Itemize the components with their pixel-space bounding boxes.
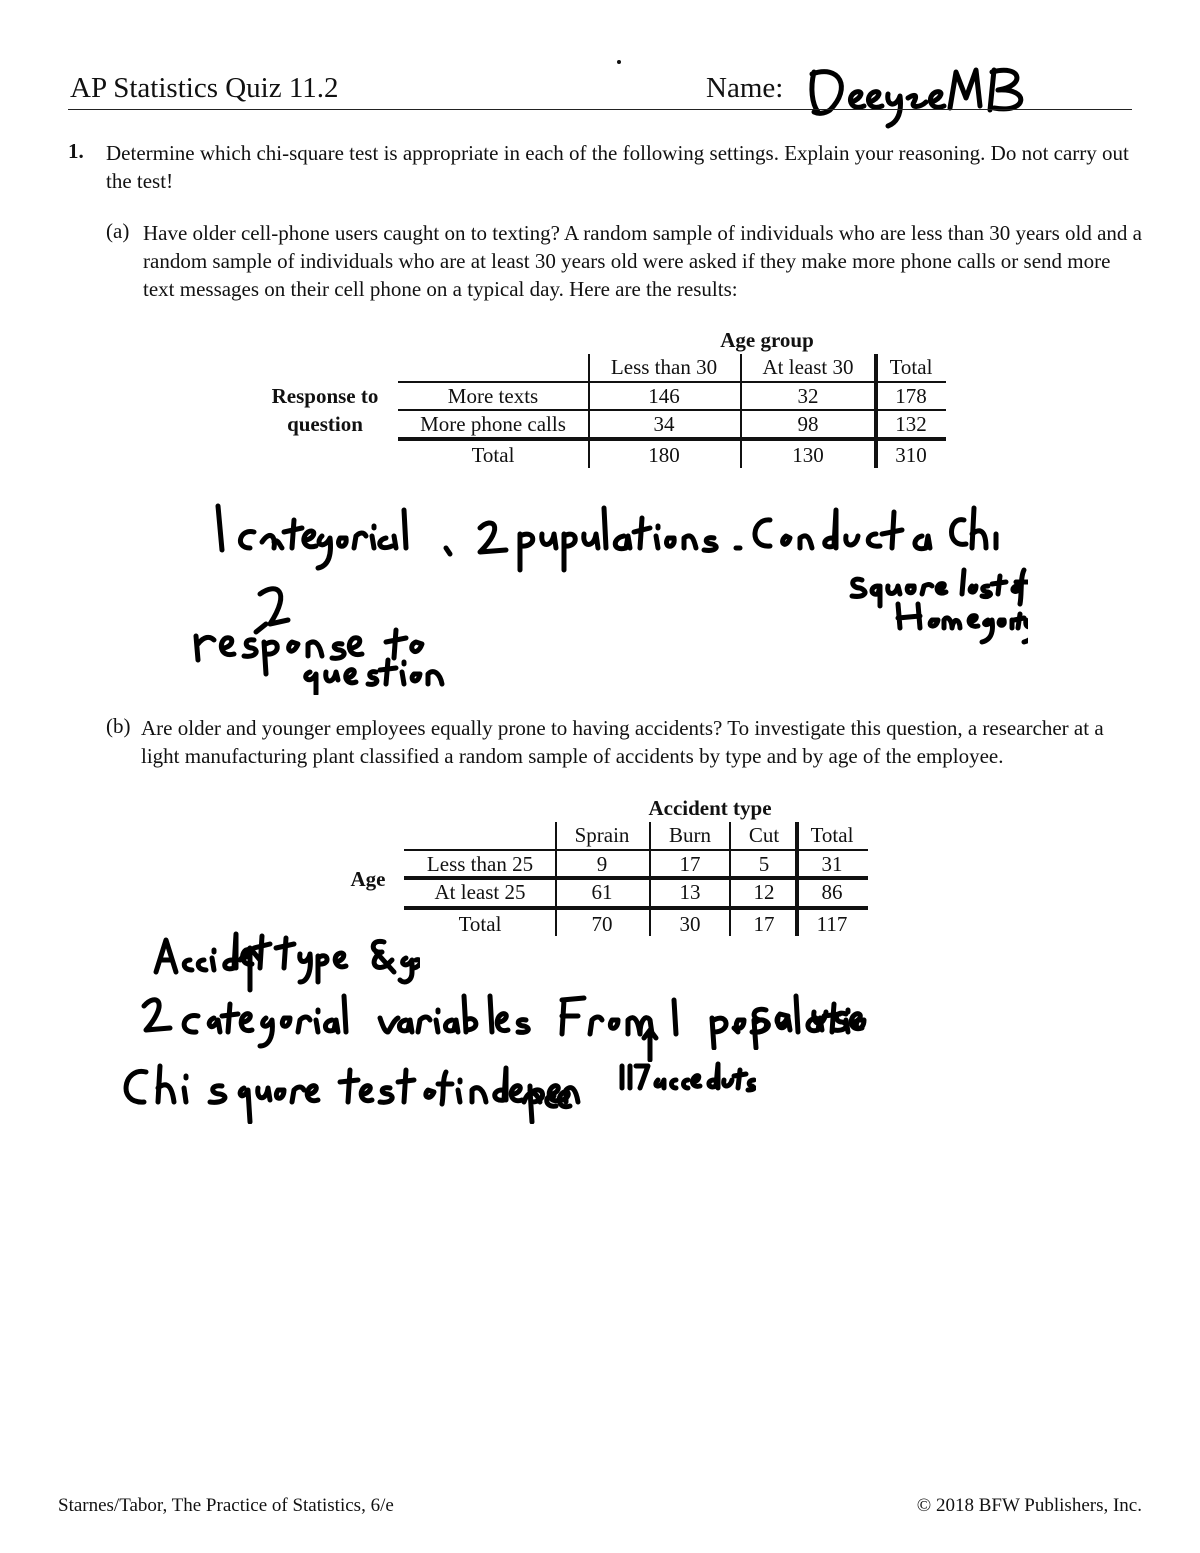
table-b-cell: 17: [753, 912, 775, 936]
question-number: 1.: [68, 139, 84, 163]
table-a-cell: 132: [895, 412, 927, 436]
table-b-cell: 61: [591, 880, 613, 904]
table-a-cell: 98: [797, 412, 819, 436]
student-name-signature: [800, 58, 1040, 130]
table-a-cell: 146: [648, 384, 680, 408]
table-b-col-header: Burn: [669, 823, 711, 847]
table-b-cell: 117: [816, 912, 848, 936]
table-b-group-header: Accident type: [648, 796, 772, 820]
table-b-col-header: Total: [810, 823, 854, 847]
table-b-cell: 70: [591, 912, 613, 936]
handwriting-b-line2: [112, 1060, 582, 1124]
quiz-title: AP Statistics Quiz 11.2: [70, 72, 339, 104]
table-a-row-label: More phone calls: [420, 412, 566, 436]
table-b-cell: 17: [679, 852, 701, 876]
table-a-group-header: Age group: [720, 328, 814, 352]
handwriting-b-arrow2: [636, 1026, 666, 1062]
stray-mark: [617, 60, 621, 64]
table-a-cell: 32: [797, 384, 819, 408]
footer-source: Starnes/Tabor, The Practice of Statistics, 6/e: [58, 1495, 394, 1516]
table-b-cell: 86: [821, 880, 843, 904]
table-a-cell: 130: [792, 443, 824, 467]
table-b-cell: 5: [758, 852, 770, 876]
table-b-cell: 13: [679, 880, 701, 904]
part-b-text: Are older and younger employees equally prone to having accidents? To investigate this question, a researcher at a light manufacturing plant classified a random sample of accidents by type and by age of the employee.: [141, 716, 1104, 768]
table-b-col-header: Sprain: [574, 823, 630, 847]
table-a-cell: 178: [895, 384, 927, 408]
table-b-cell: 30: [679, 912, 701, 936]
handwriting-b-arrow: [220, 944, 280, 994]
table-a-col-header: Total: [889, 355, 933, 379]
handwriting-b-line1-end: [730, 992, 870, 1042]
table-a-row-label: More texts: [447, 384, 539, 408]
footer-copyright: © 2018 BFW Publishers, Inc.: [916, 1495, 1142, 1516]
table-b-cell: 12: [753, 880, 775, 904]
name-label: Name:: [706, 72, 784, 104]
handwriting-b-note: [616, 1058, 756, 1094]
table-b-row-label: Total: [458, 912, 502, 936]
table-b-col-header: Cut: [748, 823, 780, 847]
part-a-label: (a): [106, 219, 130, 243]
part-a-text: Have older cell-phone users caught on to texting? A random sample of individuals who are less than 30 years old and a random sample of individuals who are at least 30 years old were asked if they make more phone calls or send more text messages on their cell phone on a typical day. Here are the results:: [143, 221, 1142, 301]
table-a-cell: 310: [895, 443, 927, 467]
part-b-label: (b): [106, 714, 131, 738]
table-a-col-header: Less than 30: [610, 355, 718, 379]
table-a-row-header: Response to: [271, 384, 379, 408]
table-b-row-label: Less than 25: [426, 852, 534, 876]
table-a-cell: 180: [648, 443, 680, 467]
table-b-row-label: At least 25: [434, 880, 526, 904]
table-a-row-header-2: question: [287, 412, 363, 436]
handwriting-b-line2-end: [520, 1082, 580, 1112]
header-rule: [68, 109, 1132, 110]
handwriting-a-note: [190, 580, 450, 695]
handwriting-a-line2: [848, 564, 1028, 646]
question-text: Determine which chi-square test is appropriate in each of the following settings. Explain your reasoning. Do not carry out the test!: [106, 141, 1129, 193]
table-b-cell: 31: [821, 852, 843, 876]
table-b-row-header: Age: [350, 867, 386, 891]
handwriting-b-line0: [150, 928, 420, 988]
table-b: [330, 792, 890, 942]
table-b-cell: 9: [596, 852, 608, 876]
table-a: [250, 324, 970, 474]
table-a-row-label: Total: [471, 443, 515, 467]
table-a-cell: 34: [653, 412, 675, 436]
table-a-col-header: At least 30: [762, 355, 854, 379]
